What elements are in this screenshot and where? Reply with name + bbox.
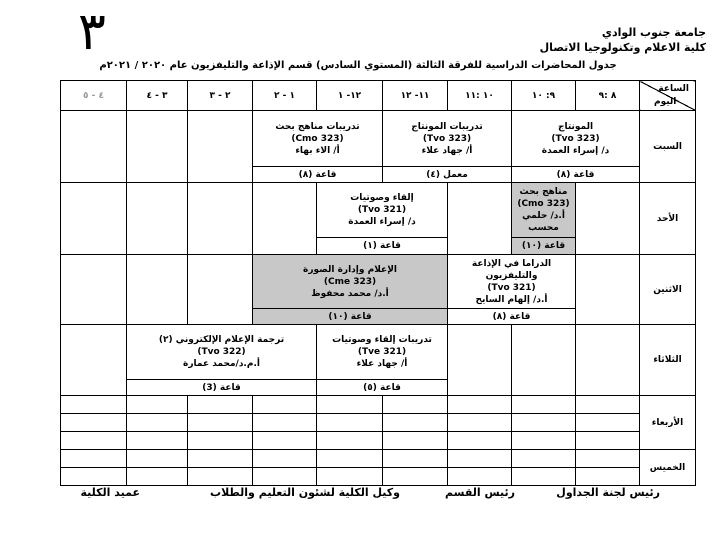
course-image-management: الإعلام وإدارة الصورة (Cme 323) أ.د/ محمد محفوظ bbox=[253, 255, 448, 309]
empty-cell bbox=[188, 396, 253, 414]
time-slot: ١١- ١٢ bbox=[383, 81, 448, 111]
room-label: قاعة (١) bbox=[317, 238, 448, 255]
empty-cell bbox=[61, 396, 127, 414]
page-number: ٣ bbox=[78, 2, 106, 62]
empty-cell bbox=[576, 183, 640, 255]
day-saturday: السبت bbox=[640, 111, 696, 183]
room-label: قاعة (٨) bbox=[512, 167, 640, 183]
empty-cell bbox=[188, 255, 253, 325]
schedule-table bbox=[60, 80, 696, 486]
empty-cell bbox=[127, 450, 188, 468]
empty-cell bbox=[127, 414, 188, 432]
empty-cell bbox=[253, 450, 317, 468]
empty-cell bbox=[512, 450, 576, 468]
empty-cell bbox=[188, 432, 253, 450]
signature-department: رئيس القسم bbox=[445, 486, 515, 499]
corner-cell bbox=[640, 81, 696, 111]
empty-cell bbox=[512, 414, 576, 432]
empty-cell bbox=[188, 450, 253, 468]
course-research-methods: مناهج بحث (Cmo 323) أ.د/ حلمي محسب bbox=[512, 183, 576, 238]
empty-cell bbox=[576, 432, 640, 450]
empty-cell bbox=[61, 414, 127, 432]
room-label: قاعة (٨) bbox=[253, 167, 383, 183]
empty-cell bbox=[383, 468, 448, 486]
time-slot: ١٢- ١ bbox=[317, 81, 383, 111]
empty-cell bbox=[448, 183, 512, 255]
empty-cell bbox=[448, 432, 512, 450]
empty-cell bbox=[317, 432, 383, 450]
day-thursday: الخميس bbox=[640, 450, 696, 486]
signature-vice-dean: وكيل الكلية لشئون التعليم والطلاب bbox=[210, 486, 400, 499]
course-drama: الدراما في الإذاعة والتليفزيون (Tvo 321) أ.د/ إلهام السايح bbox=[448, 255, 576, 309]
empty-cell bbox=[253, 396, 317, 414]
room-label: قاعة (٥) bbox=[317, 380, 448, 396]
empty-cell bbox=[512, 396, 576, 414]
empty-cell bbox=[127, 396, 188, 414]
empty-cell bbox=[61, 325, 127, 396]
room-label: قاعة (٨) bbox=[448, 309, 576, 325]
empty-cell bbox=[127, 111, 188, 183]
empty-cell bbox=[448, 414, 512, 432]
empty-cell bbox=[383, 414, 448, 432]
empty-cell bbox=[383, 396, 448, 414]
course-delivery: إلقاء وصوتيات (Tvo 321) د/ إسراء العمدة bbox=[317, 183, 448, 238]
empty-cell bbox=[127, 183, 188, 255]
time-slot: ٩: ١٠ bbox=[512, 81, 576, 111]
empty-cell bbox=[127, 432, 188, 450]
empty-cell bbox=[253, 432, 317, 450]
course-e-media: ترجمة الإعلام الإلكتروني (٢) (Tvo 322) أ.م.د/محمد عمارة bbox=[127, 325, 317, 380]
time-label: الساعة bbox=[658, 84, 689, 94]
empty-cell bbox=[512, 325, 576, 396]
empty-cell bbox=[512, 468, 576, 486]
room-label: قاعة (3) bbox=[127, 380, 317, 396]
course-montage-training: تدريبات المونتاج (Tvo 323) أ/ جهاد علاء bbox=[383, 111, 512, 167]
day-wednesday: الأربعاء bbox=[640, 396, 696, 450]
day-monday: الاثنين bbox=[640, 255, 696, 325]
day-tuesday: الثلاثاء bbox=[640, 325, 696, 396]
empty-cell bbox=[61, 255, 127, 325]
empty-cell bbox=[383, 432, 448, 450]
empty-cell bbox=[253, 468, 317, 486]
day-sunday: الأحد bbox=[640, 183, 696, 255]
empty-cell bbox=[448, 450, 512, 468]
room-label: قاعة (١٠) bbox=[512, 238, 576, 255]
empty-cell bbox=[576, 255, 640, 325]
empty-cell bbox=[61, 450, 127, 468]
time-slot: ٤ - ٥ bbox=[61, 81, 127, 111]
faculty-name: كلية الاعلام وتكنولوجيا الاتصال bbox=[539, 41, 706, 54]
empty-cell bbox=[317, 468, 383, 486]
empty-cell bbox=[188, 183, 253, 255]
empty-cell bbox=[61, 183, 127, 255]
empty-cell bbox=[317, 396, 383, 414]
empty-cell bbox=[253, 183, 317, 255]
course-delivery-training: تدريبات إلقاء وصوتيات (Tve 321) أ/ جهاد علاء bbox=[317, 325, 448, 380]
empty-cell bbox=[383, 450, 448, 468]
empty-cell bbox=[127, 468, 188, 486]
course-montage: المونتاج (Tvo 323) د/ إسراء العمدة bbox=[512, 111, 640, 167]
empty-cell bbox=[576, 325, 640, 396]
empty-cell bbox=[253, 414, 317, 432]
empty-cell bbox=[61, 111, 127, 183]
empty-cell bbox=[576, 414, 640, 432]
schedule-title: جدول المحاضرات الدراسية للفرقة الثالثة (المستوي السادس) قسم الإذاعة والتليفزيون عام ٢٠٢٠ / ٢٠٢١م bbox=[99, 60, 617, 71]
signature-committee: رئيس لجنة الجداول bbox=[556, 486, 660, 499]
time-slot: ٨ :٩ bbox=[576, 81, 640, 111]
empty-cell bbox=[448, 468, 512, 486]
empty-cell bbox=[317, 450, 383, 468]
course-research-training: تدريبات مناهج بحث (Cmo 323) أ/ الاء بهاء bbox=[253, 111, 383, 167]
time-slot: ١ - ٢ bbox=[253, 81, 317, 111]
empty-cell bbox=[188, 414, 253, 432]
empty-cell bbox=[448, 325, 512, 396]
empty-cell bbox=[576, 468, 640, 486]
time-slot: ١٠ :١١ bbox=[448, 81, 512, 111]
empty-cell bbox=[127, 255, 188, 325]
empty-cell bbox=[576, 396, 640, 414]
signature-dean: عميد الكلية bbox=[80, 486, 140, 499]
time-slot: ٢ - ٣ bbox=[188, 81, 253, 111]
empty-cell bbox=[576, 450, 640, 468]
day-label: اليوم bbox=[654, 97, 677, 107]
empty-cell bbox=[448, 396, 512, 414]
university-name: جامعة جنوب الوادي bbox=[601, 26, 706, 39]
empty-cell bbox=[317, 414, 383, 432]
time-slot: ٣ - ٤ bbox=[127, 81, 188, 111]
empty-cell bbox=[61, 432, 127, 450]
empty-cell bbox=[188, 111, 253, 183]
room-label: معمل (٤) bbox=[383, 167, 512, 183]
empty-cell bbox=[512, 432, 576, 450]
room-label: قاعة (١٠) bbox=[253, 309, 448, 325]
empty-cell bbox=[188, 468, 253, 486]
empty-cell bbox=[61, 468, 127, 486]
